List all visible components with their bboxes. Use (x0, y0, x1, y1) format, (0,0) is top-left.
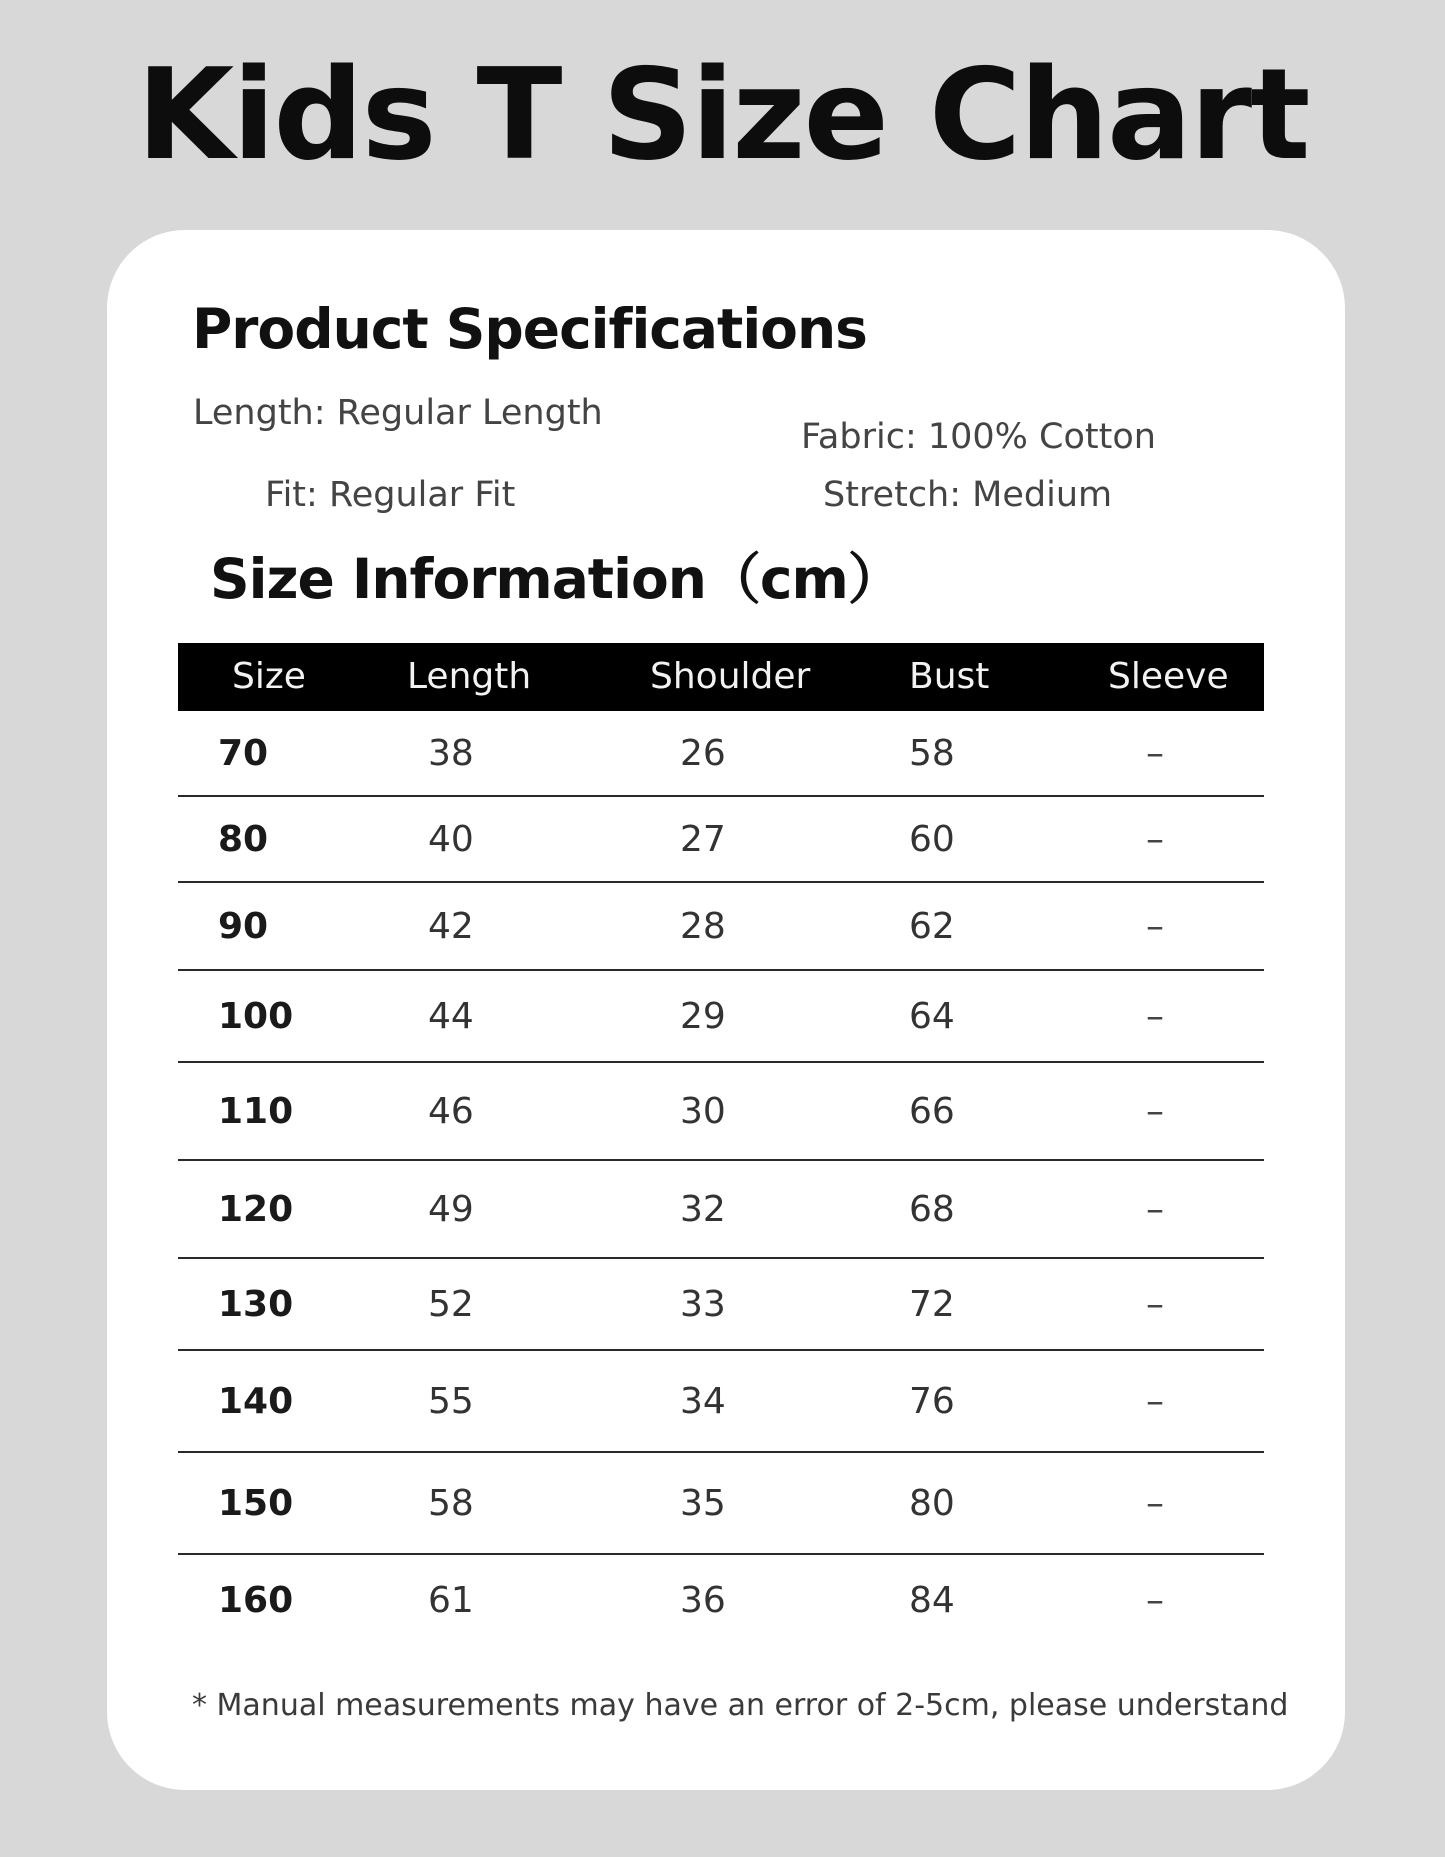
cell-shoulder: 32 (680, 1188, 726, 1230)
table-row (178, 1161, 1264, 1259)
cell-bust: 68 (909, 1188, 955, 1230)
page-title: Kids T Size Chart (136, 41, 1309, 188)
cell-shoulder: 36 (680, 1579, 726, 1621)
table-row (178, 971, 1264, 1063)
spec-length: Length: Regular Length (193, 393, 603, 433)
cell-bust: 72 (909, 1283, 955, 1325)
measurement-footnote: * Manual measurements may have an error of 2-5cm, please understand (192, 1688, 1289, 1723)
cell-sleeve: – (1146, 1482, 1164, 1524)
cell-size: 100 (218, 995, 294, 1037)
table-row (178, 711, 1264, 797)
cell-size: 140 (218, 1380, 294, 1422)
cell-bust: 76 (909, 1380, 955, 1422)
cell-bust: 80 (909, 1482, 955, 1524)
cell-sleeve: – (1146, 1188, 1164, 1230)
cell-shoulder: 29 (680, 995, 726, 1037)
size-information-heading: Size Information（cm） (210, 547, 902, 611)
size-chart-card (107, 230, 1345, 1790)
table-row (178, 1555, 1264, 1645)
cell-size: 90 (218, 905, 269, 947)
spec-fit: Fit: Regular Fit (265, 475, 516, 515)
cell-sleeve: – (1146, 1283, 1164, 1325)
cell-shoulder: 34 (680, 1380, 726, 1422)
cell-size: 110 (218, 1090, 294, 1132)
cell-length: 55 (428, 1380, 474, 1422)
cell-sleeve: – (1146, 1090, 1164, 1132)
cell-shoulder: 26 (680, 732, 726, 774)
table-row (178, 883, 1264, 971)
cell-bust: 60 (909, 818, 955, 860)
cell-sleeve: – (1146, 1579, 1164, 1621)
table-row (178, 1259, 1264, 1351)
table-header (178, 643, 1264, 711)
table-body (178, 711, 1264, 1645)
cell-sleeve: – (1146, 905, 1164, 947)
cell-length: 42 (428, 905, 474, 947)
cell-shoulder: 27 (680, 818, 726, 860)
spec-stretch: Stretch: Medium (823, 475, 1113, 515)
cell-length: 44 (428, 995, 474, 1037)
column-header-size: Size (232, 656, 306, 697)
cell-shoulder: 28 (680, 905, 726, 947)
cell-bust: 64 (909, 995, 955, 1037)
cell-size: 150 (218, 1482, 294, 1524)
table-row (178, 1453, 1264, 1555)
cell-sleeve: – (1146, 995, 1164, 1037)
cell-length: 52 (428, 1283, 474, 1325)
cell-size: 160 (218, 1579, 294, 1621)
cell-length: 49 (428, 1188, 474, 1230)
spec-fabric: Fabric: 100% Cotton (801, 417, 1156, 457)
cell-length: 46 (428, 1090, 474, 1132)
cell-bust: 58 (909, 732, 955, 774)
table-row (178, 797, 1264, 883)
cell-size: 80 (218, 818, 269, 860)
size-table (178, 643, 1264, 1645)
cell-length: 58 (428, 1482, 474, 1524)
cell-length: 38 (428, 732, 474, 774)
cell-shoulder: 35 (680, 1482, 726, 1524)
cell-shoulder: 33 (680, 1283, 726, 1325)
cell-size: 120 (218, 1188, 294, 1230)
cell-length: 61 (428, 1579, 474, 1621)
table-row (178, 1063, 1264, 1161)
cell-bust: 84 (909, 1579, 955, 1621)
cell-size: 70 (218, 732, 269, 774)
product-specifications-heading: Product Specifications (192, 297, 867, 361)
cell-size: 130 (218, 1283, 294, 1325)
table-row (178, 1351, 1264, 1453)
column-header-bust: Bust (909, 656, 990, 697)
cell-sleeve: – (1146, 732, 1164, 774)
cell-sleeve: – (1146, 818, 1164, 860)
column-header-sleeve: Sleeve (1108, 656, 1229, 697)
cell-bust: 62 (909, 905, 955, 947)
cell-bust: 66 (909, 1090, 955, 1132)
column-header-shoulder: Shoulder (650, 656, 811, 697)
cell-sleeve: – (1146, 1380, 1164, 1422)
column-header-length: Length (407, 656, 532, 697)
cell-shoulder: 30 (680, 1090, 726, 1132)
cell-length: 40 (428, 818, 474, 860)
